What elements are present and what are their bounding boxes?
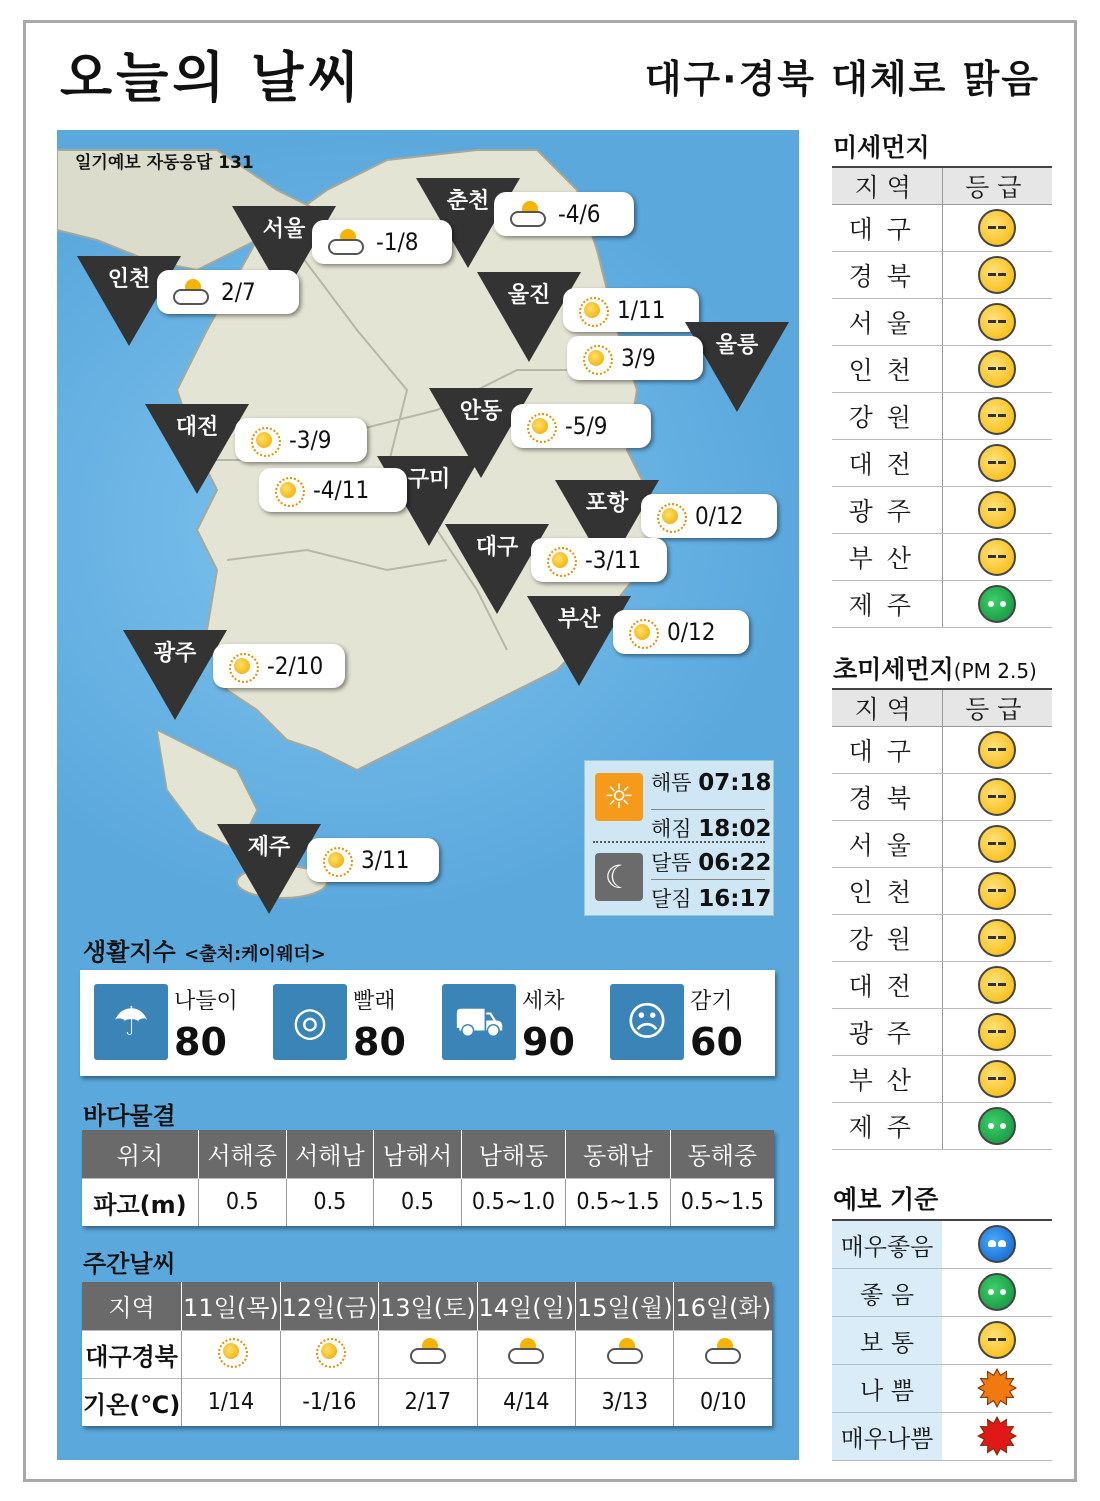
washing-machine-icon: ◎	[273, 984, 347, 1060]
sun-icon	[321, 845, 351, 875]
legend-title: 예보 기준	[833, 1185, 939, 1214]
city-temp: 3/11	[361, 846, 410, 874]
sea-wave-table	[82, 1130, 774, 1226]
legend-icon-cell	[942, 1412, 1052, 1460]
normal-face-icon	[978, 350, 1016, 388]
grade-cell	[942, 821, 1052, 868]
city-name: 인천	[107, 267, 151, 292]
legend-row	[832, 1268, 1052, 1316]
city-temp: 1/11	[617, 296, 666, 324]
legend-row	[832, 1220, 1052, 1268]
sun-icon	[216, 1336, 246, 1366]
sun-moon-box	[584, 760, 774, 916]
pm25-subtitle: (PM 2.5)	[953, 659, 1037, 683]
normal-face-icon	[978, 966, 1016, 1004]
city-name: 포항	[585, 491, 629, 516]
city-name: 대구	[475, 535, 519, 560]
grade-cell	[942, 727, 1052, 774]
sun-icon	[577, 295, 607, 325]
grade-cell	[942, 346, 1052, 393]
city-name: 춘천	[446, 189, 490, 214]
city-name: 서울	[262, 217, 306, 242]
region-name: 부산	[832, 1056, 942, 1103]
very-bad-burst-icon	[977, 1416, 1017, 1456]
weekly-title: 주간날씨	[83, 1250, 176, 1278]
legend-label: 매우나쁨	[832, 1412, 942, 1460]
region-name: 서울	[832, 821, 942, 868]
bad-burst-icon	[977, 1368, 1017, 1408]
sun-icon	[627, 617, 657, 647]
grade-cell	[942, 440, 1052, 487]
region-name: 대구	[832, 205, 942, 252]
normal-face-icon	[978, 538, 1016, 576]
table-row	[832, 821, 1052, 868]
picnic-icon: ☂	[94, 984, 168, 1060]
region-name: 광주	[832, 487, 942, 534]
table-row	[832, 581, 1052, 628]
legend-icon-cell	[942, 1316, 1052, 1364]
pm10-title: 미세먼지	[833, 133, 930, 162]
grade-cell	[942, 534, 1052, 581]
table-row	[832, 1056, 1052, 1103]
normal-face-icon	[978, 919, 1016, 957]
city-name: 광주	[153, 641, 197, 666]
table-row	[832, 534, 1052, 581]
city-temp: -2/10	[267, 652, 324, 680]
normal-face-icon	[978, 303, 1016, 341]
grade-cell	[942, 252, 1052, 299]
grade-cell	[942, 581, 1052, 628]
region-name: 경북	[832, 252, 942, 299]
pm25-title: 초미세먼지(PM 2.5)	[833, 655, 1037, 684]
grade-cell	[942, 299, 1052, 346]
city-name: 울릉	[715, 333, 759, 358]
city-temp: -5/9	[565, 412, 608, 440]
sun-cloud-icon	[326, 227, 366, 257]
city-name: 울진	[507, 283, 551, 308]
normal-face-icon	[978, 1013, 1016, 1051]
legend-row	[832, 1316, 1052, 1364]
normal-face-icon	[978, 825, 1016, 863]
cold-mask-icon: ☹	[610, 984, 684, 1060]
moonrise-time: 06:22	[698, 850, 772, 876]
region-name: 강원	[832, 915, 942, 962]
sun-cloud-icon	[506, 1336, 546, 1366]
legend-label: 매우좋음	[832, 1220, 942, 1268]
grade-cell	[942, 1103, 1052, 1150]
sun-cloud-icon	[508, 199, 548, 229]
grade-cell	[942, 915, 1052, 962]
region-name: 대구	[832, 727, 942, 774]
table-header-row: 지역 등급	[832, 689, 1052, 727]
city-temp: -1/8	[376, 228, 419, 256]
city-name: 부산	[557, 607, 601, 632]
table-row	[832, 868, 1052, 915]
normal-face-icon	[978, 209, 1016, 247]
moonrise-label: 달뜸	[651, 851, 692, 875]
normal-face-icon	[978, 1060, 1016, 1098]
headline: 대구·경북 대체로 맑음	[644, 57, 1040, 101]
table-row: 파고(m) 0.5 0.5 0.5 0.5~1.0 0.5~1.5 0.5~1.5	[82, 1178, 774, 1226]
very-good-face-icon	[978, 1225, 1016, 1263]
sun-icon	[227, 651, 257, 681]
grade-cell	[942, 962, 1052, 1009]
legend-icon-cell	[942, 1364, 1052, 1412]
sun-icon	[249, 425, 279, 455]
sun-icon	[655, 501, 685, 531]
sun-icon	[273, 475, 303, 505]
table-row	[832, 1103, 1052, 1150]
legend-label: 나 쁨	[832, 1364, 942, 1412]
normal-face-icon	[978, 444, 1016, 482]
table-row	[832, 393, 1052, 440]
legend-row	[832, 1412, 1052, 1460]
normal-face-icon	[978, 397, 1016, 435]
good-face-icon	[978, 1273, 1016, 1311]
grade-cell	[942, 868, 1052, 915]
sun-icon	[525, 411, 555, 441]
grade-cell	[942, 774, 1052, 821]
table-row	[832, 727, 1052, 774]
region-name: 경북	[832, 774, 942, 821]
table-row: 기온(℃) 1/14 -1/16 2/17 4/14 3/13 0/10	[82, 1378, 772, 1426]
left-panel	[57, 130, 799, 1460]
city-temp: -4/11	[313, 476, 370, 504]
city-temp: 0/12	[667, 618, 716, 646]
legend-label: 보 통	[832, 1316, 942, 1364]
grade-cell	[942, 487, 1052, 534]
life-index-source: <출처:케이웨더>	[184, 944, 326, 965]
table-row	[832, 440, 1052, 487]
page-title: 오늘의 날씨	[60, 46, 364, 109]
pm10-table	[832, 166, 1052, 628]
region-name: 강원	[832, 393, 942, 440]
legend-label: 좋 음	[832, 1268, 942, 1316]
table-row	[832, 962, 1052, 1009]
region-name: 서울	[832, 299, 942, 346]
city-temp: 2/7	[221, 278, 256, 306]
table-row	[832, 299, 1052, 346]
sun-icon	[314, 1336, 344, 1366]
city-name: 안동	[459, 399, 503, 424]
weekly-table	[82, 1282, 772, 1426]
region-name: 제주	[832, 581, 942, 628]
normal-face-icon	[978, 731, 1016, 769]
region-name: 광주	[832, 1009, 942, 1056]
table-row	[832, 252, 1052, 299]
table-header-row: 위치 서해중 서해남 남해서 남해동 동해남 동해중	[82, 1130, 774, 1178]
table-header-row: 지역 11일(목) 12일(금) 13일(토) 14일(일) 15일(월) 16일(화)	[82, 1282, 772, 1330]
grade-cell	[942, 1056, 1052, 1103]
life-index-box: ☂ 나들이 80 ◎ 빨래 80 ⛟ 세차 90 ☹ 감기 60	[80, 970, 775, 1076]
table-row	[832, 346, 1052, 393]
legend-table	[832, 1219, 1052, 1461]
table-row	[832, 205, 1052, 252]
table-row: 대구경북	[82, 1330, 772, 1378]
sun-icon	[581, 343, 611, 373]
sea-wave-title: 바다물결	[83, 1102, 176, 1130]
sun-cloud-icon	[171, 277, 211, 307]
table-row	[832, 1009, 1052, 1056]
grade-cell	[942, 1009, 1052, 1056]
sunset-label: 해짐	[651, 817, 692, 841]
normal-face-icon	[978, 256, 1016, 294]
legend-icon-cell	[942, 1268, 1052, 1316]
city-temp: 0/12	[695, 502, 744, 530]
sunrise-sun-icon: ☼	[595, 773, 643, 821]
moon-icon: ☾	[595, 853, 643, 901]
city-name: 제주	[247, 835, 291, 860]
table-header-row: 지역 등급	[832, 167, 1052, 205]
region-name: 인천	[832, 868, 942, 915]
city-temp: -3/9	[289, 426, 332, 454]
sun-cloud-icon	[703, 1336, 743, 1366]
region-name: 대전	[832, 440, 942, 487]
pm25-table	[832, 688, 1052, 1150]
city-temp: -4/6	[558, 200, 601, 228]
normal-face-icon	[978, 872, 1016, 910]
good-face-icon	[978, 585, 1016, 623]
table-row	[832, 774, 1052, 821]
good-face-icon	[978, 1107, 1016, 1145]
table-row	[832, 915, 1052, 962]
sun-cloud-icon	[408, 1336, 448, 1366]
city-name: 대전	[175, 415, 219, 440]
city-temp: -3/11	[585, 546, 642, 574]
ars-number: 일기예보 자동응답 131	[75, 153, 254, 173]
moonset-time: 16:17	[698, 886, 772, 912]
sun-cloud-icon	[605, 1336, 645, 1366]
car-wash-icon: ⛟	[442, 984, 516, 1060]
sun-icon	[545, 545, 575, 575]
city-name: 구미	[407, 467, 451, 492]
legend-row	[832, 1364, 1052, 1412]
region-name: 대전	[832, 962, 942, 1009]
normal-face-icon	[978, 1321, 1016, 1359]
sunset-time: 18:02	[698, 816, 772, 842]
normal-face-icon	[978, 491, 1016, 529]
moonset-label: 달짐	[651, 887, 692, 911]
city-temp: 3/9	[621, 344, 656, 372]
grade-cell	[942, 205, 1052, 252]
grade-cell	[942, 393, 1052, 440]
sunrise-label: 해뜸	[651, 771, 692, 795]
legend-icon-cell	[942, 1220, 1052, 1268]
region-name: 제주	[832, 1103, 942, 1150]
normal-face-icon	[978, 778, 1016, 816]
life-index-title: 생활지수 <출처:케이웨더>	[83, 938, 326, 966]
sunrise-time: 07:18	[698, 770, 772, 796]
table-row	[832, 487, 1052, 534]
region-name: 인천	[832, 346, 942, 393]
region-name: 부산	[832, 534, 942, 581]
